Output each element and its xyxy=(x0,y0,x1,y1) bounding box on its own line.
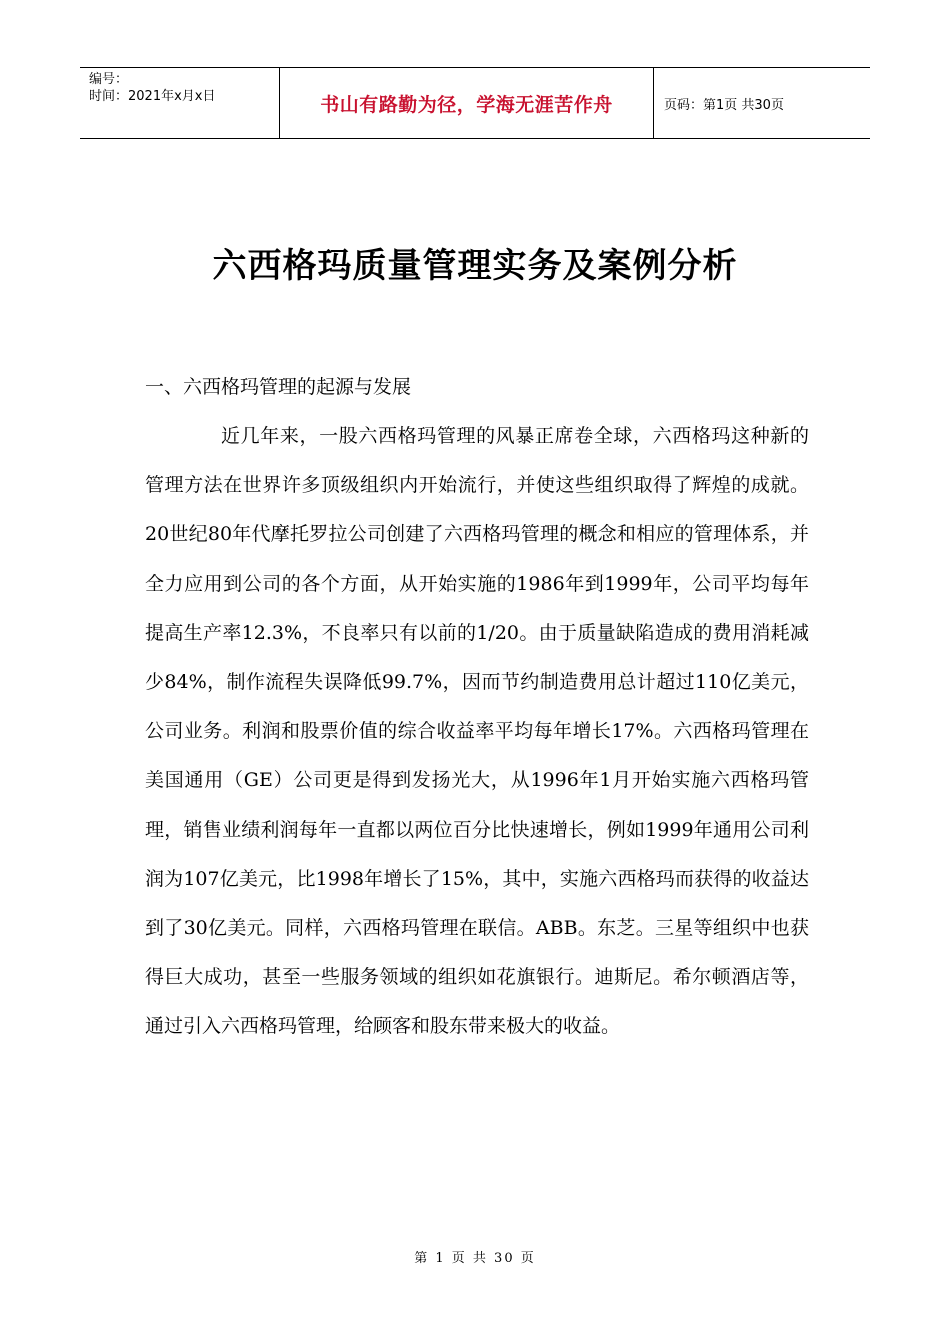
body-paragraph: 近几年来，一股六西格玛管理的风暴正席卷全球，六西格玛这种新的管理方法在世界许多顶级组织内开始流行，并使这些组织取得了辉煌的成就。20世纪80年代摩托罗拉公司创建了六西格玛管理的概念和相应的管理体系，并全力应用到公司的各个方面，从开始实施的1986年到1999年，公司平均每年提高生产率12.3%，不良率只有以前的1/20。由于质量缺陷造成的费用消耗减少84%，制作流程失误降低99.7%，因而节约制造费用总计超过110亿美元，公司业务。利润和股票价值的综合收益率平均每年增长17%。六西格玛管理在美国通用（GE）公司更是得到发扬光大，从1996年1月开始实施六西格玛管理，销售业绩利润每年一直都以两位百分比快速增长，例如1999年通用公司利润为107亿美元，比1998年增长了15%，其中，实施六西格玛而获得的收益达到了30亿美元。同样，六西格玛管理在联信。ABB。东芝。三星等组织中也获得巨大成功，甚至一些服务领域的组织如花旗银行。迪斯尼。希尔顿酒店等，通过引入六西格玛管理，给顾客和股东带来极大的收益。 xyxy=(145,425,809,1038)
document-title: 六西格玛质量管理实务及案例分析 xyxy=(212,246,738,286)
header-page-info: 页码：第1页 共30页 xyxy=(664,97,784,113)
document-number-label: 编号： xyxy=(89,72,129,87)
header-meta-cell xyxy=(80,68,280,138)
header-motto: 书山有路勤为径，学海无涯苦作舟 xyxy=(280,68,654,138)
document-date: 时间：2021年x月x日 xyxy=(89,89,216,104)
page-footer: 第 1 页 共 30 页 xyxy=(414,1251,536,1266)
section-heading: 一、六西格玛管理的起源与发展 xyxy=(145,376,412,398)
header-table xyxy=(80,67,870,139)
